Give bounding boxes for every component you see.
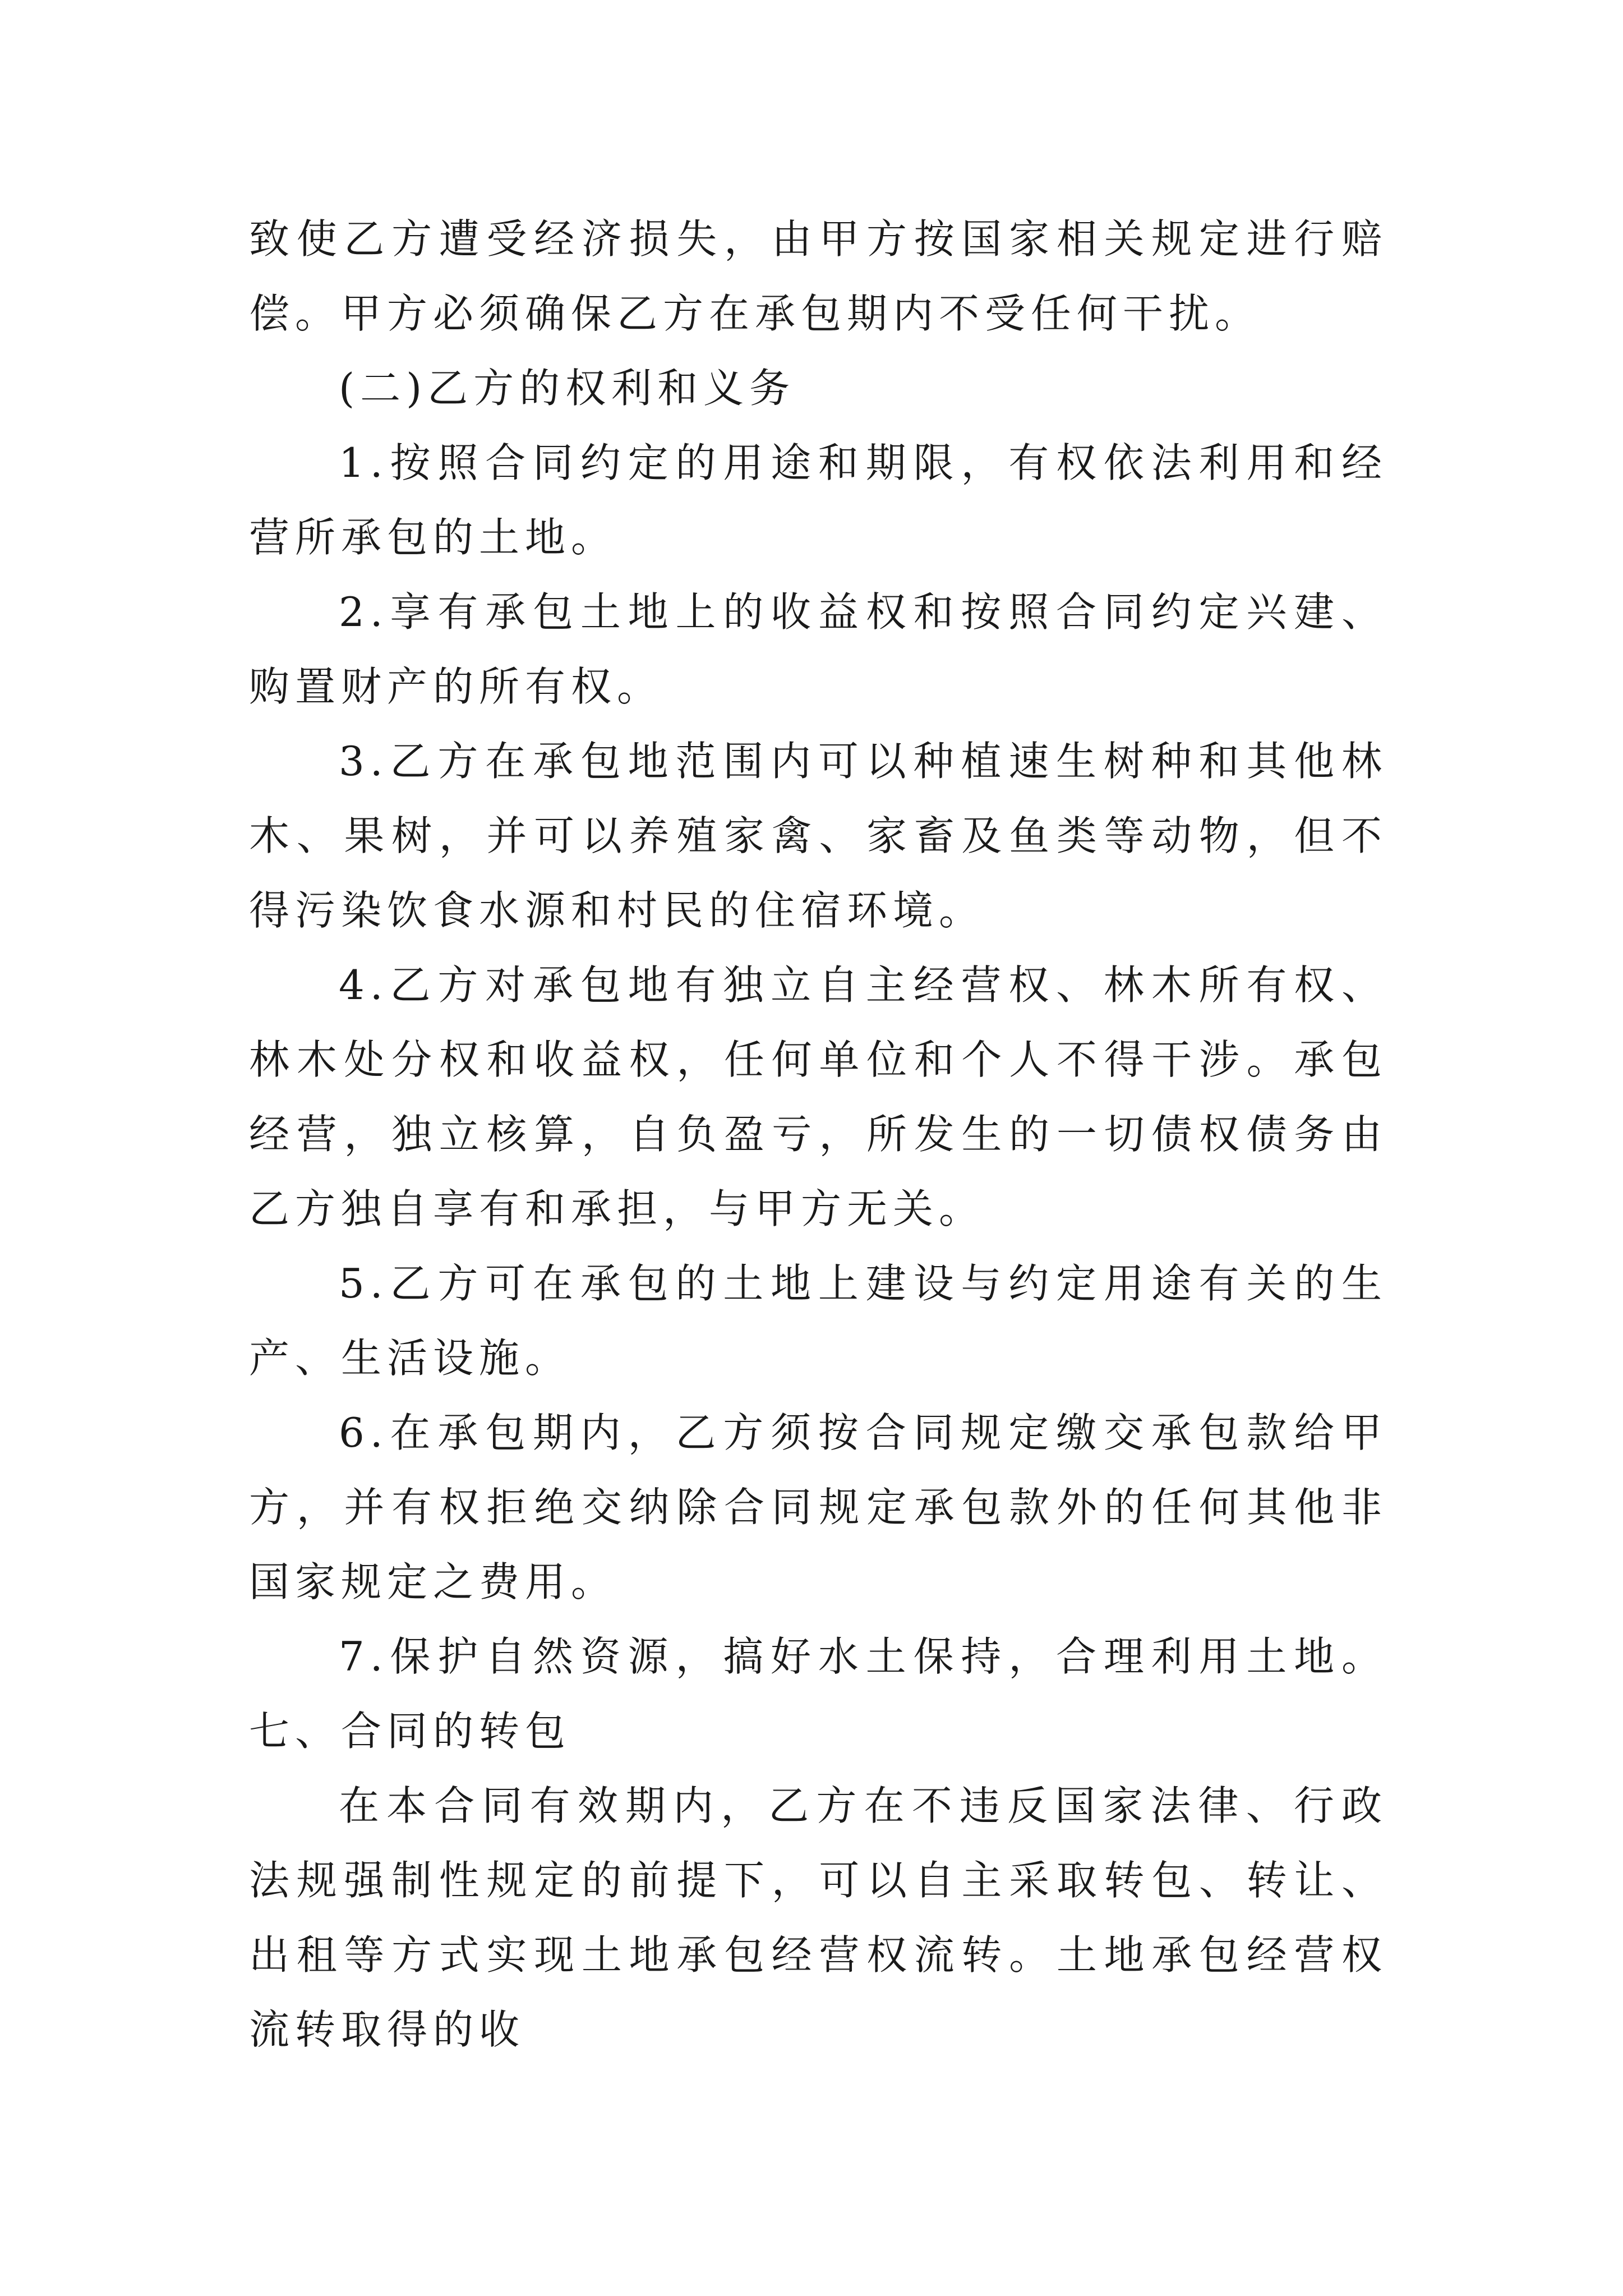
list-item: 6.在承包期内，乙方须按合同规定缴交承包款给甲方，并有权拒绝交纳除合同规定承包款外的任何其他非国家规定之费用。 xyxy=(249,1409,1387,1605)
list-item: 7.保护自然资源，搞好水土保持，合理利用土地。 七、合同的转包 xyxy=(249,1633,1387,1755)
list-item: 2.享有承包土地上的收益权和按照合同约定兴建、购置财产的所有权。 xyxy=(249,588,1387,710)
document-body xyxy=(249,202,1387,2067)
list-item: 4.乙方对承包地有独立自主经营权、林木所有权、林木处分权和收益权，任何单位和个人不得干涉。承包经营，独立核算，自负盈亏，所发生的一切债权债务由乙方独自享有和承担，与甲方无关。 xyxy=(249,961,1387,1232)
paragraph: 在本合同有效期内，乙方在不违反国家法律、行政法规强制性规定的前提下，可以自主采取转包、转让、出租等方式实现土地承包经营权流转。土地承包经营权流转取得的收 xyxy=(249,1782,1387,2053)
section-heading: (二)乙方的权利和义务 xyxy=(339,365,796,412)
paragraph: 致使乙方遭受经济损失，由甲方按国家相关规定进行赔偿。甲方必须确保乙方在承包期内不受任何干扰。 xyxy=(249,215,1387,337)
list-item: 3.乙方在承包地范围内可以种植速生树种和其他林木、果树，并可以养殖家禽、家畜及鱼类等动物，但不得污染饮食水源和村民的住宿环境。 xyxy=(249,738,1387,934)
list-item: 1.按照合同约定的用途和期限，有权依法利用和经营所承包的土地。 xyxy=(249,439,1387,561)
list-item: 5.乙方可在承包的土地上建设与约定用途有关的生产、生活设施。 xyxy=(249,1260,1387,1382)
